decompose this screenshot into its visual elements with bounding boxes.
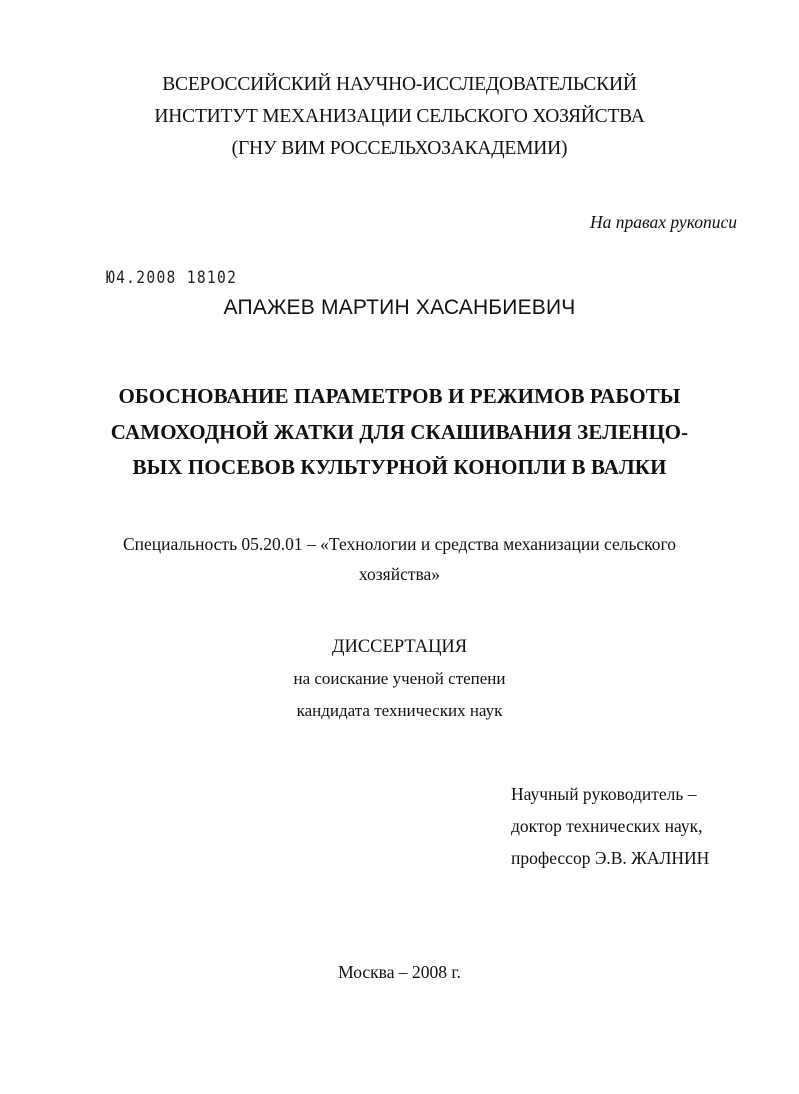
registration-stamp: Ю4.2008 18102 [106, 268, 238, 288]
dissertation-heading: ДИССЕРТАЦИЯ [331, 637, 468, 657]
supervisor-line-1: Научный руководитель – [511, 784, 697, 804]
institution-line-2: ИНСТИТУТ МЕХАНИЗАЦИИ СЕЛЬСКОГО ХОЗЯЙСТВА [154, 106, 645, 127]
institution-line-1: ВСЕРОССИЙСКИЙ НАУЧНО-ИССЛЕДОВАТЕЛЬСКИЙ [162, 74, 637, 95]
dissertation-degree-line-2: кандидата технических наук [296, 701, 503, 720]
manuscript-note: На правах рукописи [590, 212, 737, 232]
title-line-1: ОБОСНОВАНИЕ ПАРАМЕТРОВ И РЕЖИМОВ РАБОТЫ [118, 384, 681, 408]
specialty-line-1: Специальность 05.20.01 – «Технологии и средства механизации сельского [122, 534, 677, 554]
institution-line-3: (ГНУ ВИМ РОССЕЛЬХОЗАКАДЕМИИ) [231, 138, 568, 159]
supervisor-line-2: доктор технических наук, [511, 816, 703, 836]
author-name: АПАЖЕВ МАРТИН ХАСАНБИЕВИЧ [223, 296, 576, 319]
specialty-line-2: хозяйства» [358, 564, 441, 584]
title-line-2: САМОХОДНОЙ ЖАТКИ ДЛЯ СКАШИВАНИЯ ЗЕЛЕНЦО- [110, 420, 689, 444]
dissertation-degree-line-1: на соискание ученой степени [293, 669, 506, 688]
city-year: Москва – 2008 г. [338, 962, 461, 982]
title-line-3: ВЫХ ПОСЕВОВ КУЛЬТУРНОЙ КОНОПЛИ В ВАЛКИ [132, 455, 667, 479]
supervisor-line-3: профессор Э.В. ЖАЛНИН [511, 848, 710, 868]
